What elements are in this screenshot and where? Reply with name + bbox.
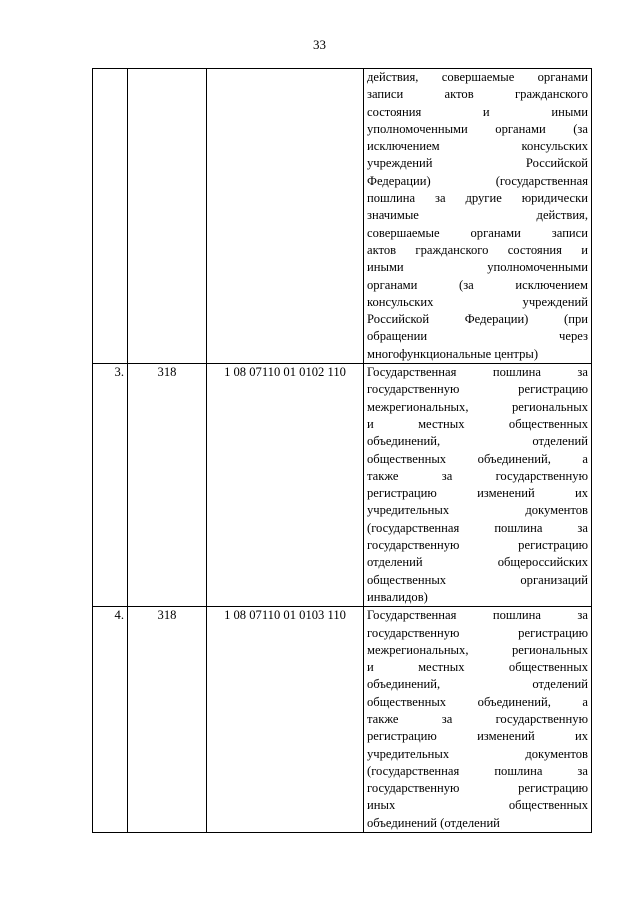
description-cell xyxy=(364,69,592,364)
budget-code-cell: 1 08 07110 01 0102 110 xyxy=(207,364,364,607)
description-line: учредительных документов xyxy=(367,746,588,761)
description-line: обращении через xyxy=(367,329,588,344)
budget-code-cell: 1 08 07110 01 0103 110 xyxy=(207,607,364,833)
description-line: общественных объединений, а xyxy=(367,694,588,709)
description-line: государственную регистрацию xyxy=(367,538,588,553)
description-line: инвалидов) xyxy=(367,589,428,604)
admin-code-cell xyxy=(128,69,207,364)
description-line: объединений (отделений xyxy=(367,815,500,830)
description-line: действия, совершаемые органами xyxy=(367,70,588,84)
description-line: органами (за исключением xyxy=(367,277,588,292)
table-row xyxy=(93,69,592,364)
description-line: Федерации) (государственная xyxy=(367,173,588,188)
description-line: межрегиональных, региональных xyxy=(367,399,588,414)
description-line: значимые действия, xyxy=(367,208,588,223)
admin-code-cell: 318 xyxy=(128,364,207,607)
description-line: также за государственную xyxy=(367,711,588,726)
description-line: консульских учреждений xyxy=(367,294,588,309)
description-line: Российской Федерации) (при xyxy=(367,312,588,327)
row-number-cell: 3. xyxy=(93,364,128,607)
table-row xyxy=(93,607,592,833)
description-line: записи актов гражданского xyxy=(367,87,588,102)
description-line: государственную регистрацию xyxy=(367,625,588,640)
description-line: учредительных документов xyxy=(367,503,588,518)
description-cell xyxy=(364,607,592,833)
description-line: (государственная пошлина за xyxy=(367,520,588,535)
description-line: иных общественных xyxy=(367,798,588,813)
description-line: межрегиональных, региональных xyxy=(367,642,588,657)
description-line: регистрацию изменений их xyxy=(367,729,588,744)
description-line: государственную регистрацию xyxy=(367,781,588,796)
row-number-cell: 4. xyxy=(93,607,128,833)
description-cell xyxy=(364,364,592,607)
budget-code-cell xyxy=(207,69,364,364)
fee-table-body xyxy=(93,69,592,833)
description-line: отделений общероссийских xyxy=(367,555,588,570)
description-line: пошлина за другие юридически xyxy=(367,191,588,206)
description-line: государственную регистрацию xyxy=(367,382,588,397)
description-line: общественных организаций xyxy=(367,572,588,587)
description-line: многофункциональные центры) xyxy=(367,346,539,361)
description-line: учреждений Российской xyxy=(367,156,588,171)
description-line: (государственная пошлина за xyxy=(367,763,588,778)
description-line: актов гражданского состояния и xyxy=(367,242,588,257)
description-line: Государственная пошлина за xyxy=(367,365,588,380)
description-line: уполномоченными органами (за xyxy=(367,121,588,136)
description-line: и местных общественных xyxy=(367,416,588,431)
fee-table xyxy=(92,68,592,833)
description-line: объединений, отделений xyxy=(367,434,588,449)
table-row xyxy=(93,364,592,607)
description-line: иными уполномоченными xyxy=(367,260,588,275)
description-line: общественных объединений, а xyxy=(367,451,588,466)
description-line: регистрацию изменений их xyxy=(367,486,588,501)
description-line: совершаемые органами записи xyxy=(367,225,588,240)
admin-code-cell: 318 xyxy=(128,607,207,833)
description-line: объединений, отделений xyxy=(367,677,588,692)
description-line: состояния и иными xyxy=(367,104,588,119)
description-line: и местных общественных xyxy=(367,660,588,675)
description-line: исключением консульских xyxy=(367,139,588,154)
row-number-cell xyxy=(93,69,128,364)
description-line: также за государственную xyxy=(367,468,588,483)
description-line: Государственная пошлина за xyxy=(367,608,588,623)
page-number: 33 xyxy=(313,37,326,52)
